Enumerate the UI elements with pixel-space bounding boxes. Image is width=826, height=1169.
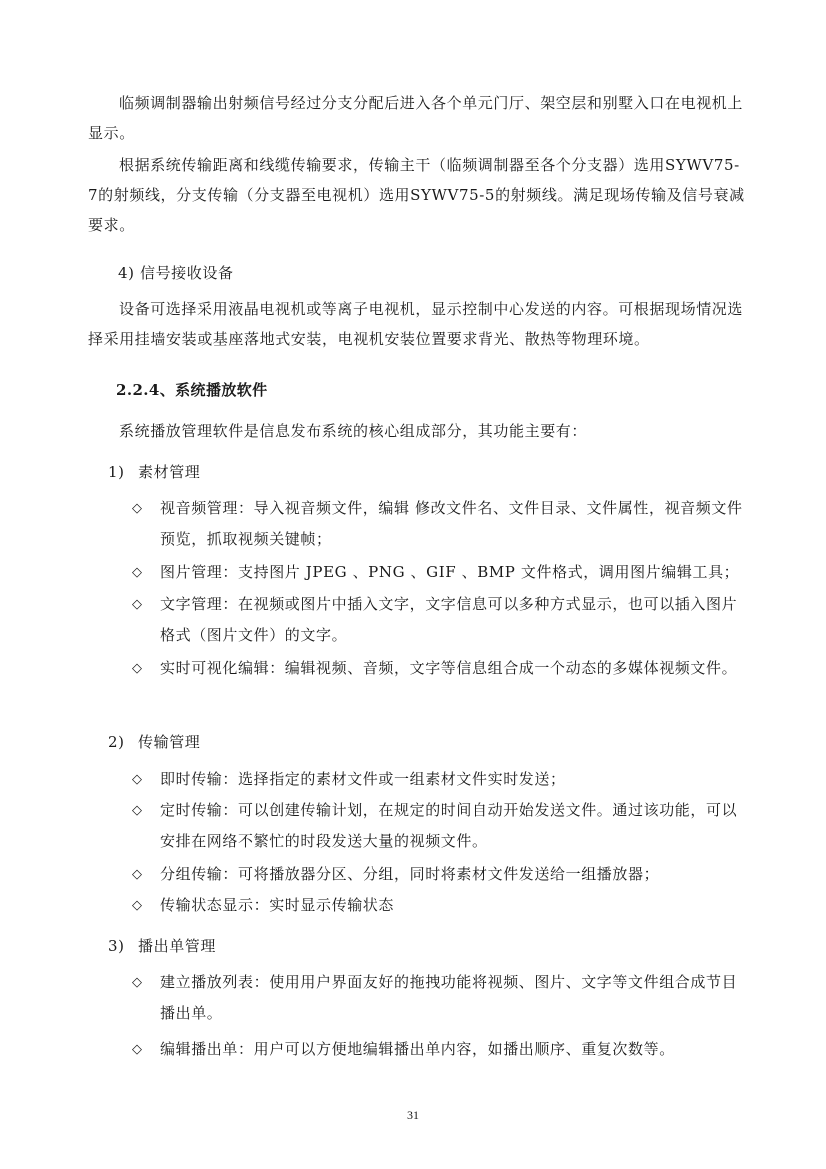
- group-number: 3): [108, 937, 125, 955]
- list-item-text: 建立播放列表：使用用户界面友好的拖拽功能将视频、图片、文字等文件组合成节目播出单。: [160, 973, 738, 1022]
- list-item-text: 分组传输：可将播放器分区、分组，同时将素材文件发送给一组播放器；: [160, 865, 660, 883]
- list-item-text: 视音频管理：导入视音频文件，编辑 修改文件名、文件目录、文件属性，视音频文件预览，抓取视频关键帧；: [160, 499, 743, 548]
- list-item-text: 即时传输：选择指定的素材文件或一组素材文件实时发送；: [160, 770, 566, 788]
- list-item: [132, 557, 752, 588]
- group-3-title: [108, 931, 216, 961]
- list-item-text: 实时可视化编辑：编辑视频、音频，文字等信息组合成一个动态的多媒体视频文件。: [160, 659, 738, 677]
- list-item-text: 编辑播出单：用户可以方便地编辑播出单内容，如播出顺序、重复次数等。: [160, 1040, 675, 1058]
- group-number: 1): [108, 463, 125, 481]
- list-item: [132, 967, 752, 1029]
- group-label: 播出单管理: [138, 937, 217, 955]
- page-number: 31: [407, 1108, 419, 1122]
- list-item: [132, 1034, 752, 1065]
- diamond-bullet-icon: ◇: [132, 975, 143, 990]
- list-item: [132, 589, 752, 651]
- diamond-bullet-icon: ◇: [132, 867, 143, 882]
- diamond-bullet-icon: ◇: [132, 1042, 143, 1057]
- group-number: 2): [108, 733, 125, 751]
- diamond-bullet-icon: ◇: [132, 501, 143, 516]
- list-item-text: 文字管理：在视频或图片中插入文字，文字信息可以多种方式显示，也可以插入图片格式（图片文件）的文字。: [160, 595, 738, 644]
- diamond-bullet-icon: ◇: [132, 772, 143, 787]
- list-item: [132, 859, 752, 890]
- section-intro: 系统播放管理软件是信息发布系统的核心组成部分，其功能主要有：: [119, 422, 588, 440]
- paragraph-tv-installation: 设备可选择采用液晶电视机或等离子电视机，显示控制中心发送的内容。可根据现场情况选择采用挂墙安装或基座落地式安装，电视机安装位置要求背光、散热等物理环境。: [88, 300, 744, 348]
- group-label: 传输管理: [138, 733, 201, 751]
- list-item: [132, 653, 752, 684]
- group-label: 素材管理: [138, 463, 201, 481]
- diamond-bullet-icon: ◇: [132, 898, 143, 913]
- list-item: [132, 493, 752, 555]
- section-heading: 2.2.4、系统播放软件: [116, 381, 268, 399]
- list-item-text: 图片管理：支持图片 JPEG 、PNG 、GIF 、BMP 文件格式，调用图片编辑工具；: [160, 563, 740, 581]
- list-item-text: 定时传输：可以创建传输计划，在规定的时间自动开始发送文件。通过该功能，可以安排在网络不繁忙的时段发送大量的视频文件。: [160, 801, 738, 850]
- list-item-text: 传输状态显示：实时显示传输状态: [160, 896, 395, 914]
- paragraph-transmission-cable: 根据系统传输距离和线缆传输要求，传输主干（临频调制器至各个分支器）选用SYWV75-7的射频线，分支传输（分支器至电视机）选用SYWV75-5的射频线。满足现场传输及信号衰减要求。: [88, 156, 745, 234]
- list-item: [132, 764, 752, 795]
- diamond-bullet-icon: ◇: [132, 565, 143, 580]
- diamond-bullet-icon: ◇: [132, 661, 143, 676]
- paragraph-modulator-output: 临频调制器输出射频信号经过分支分配后进入各个单元门厅、架空层和别墅入口在电视机上显示。: [88, 94, 744, 142]
- subsection-signal-receiver-title: 4) 信号接收设备: [118, 264, 234, 282]
- list-item: [132, 795, 752, 857]
- diamond-bullet-icon: ◇: [132, 803, 143, 818]
- diamond-bullet-icon: ◇: [132, 597, 143, 612]
- group-2-title: [108, 727, 200, 757]
- list-item: [132, 890, 752, 921]
- group-1-title: [108, 457, 200, 487]
